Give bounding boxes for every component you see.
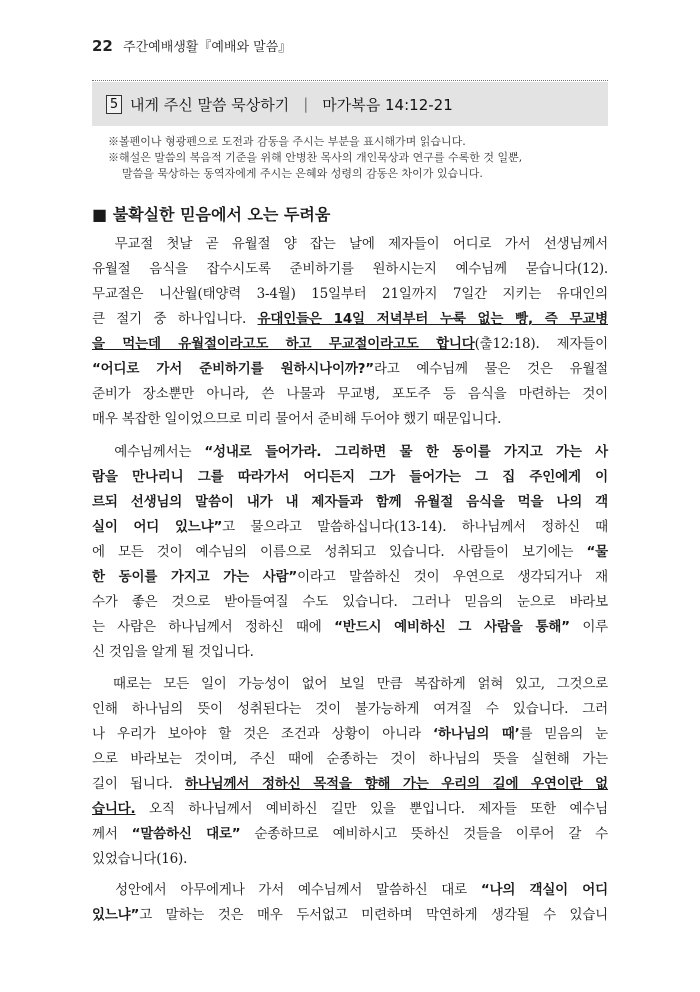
emphasis-text: 르되 선생님의 말씀이 내가 내 제자들과 함께 유월절 음식을 먹을 나의 객: [92, 494, 608, 510]
text-line: [92, 640, 608, 665]
text-line: [92, 540, 608, 565]
text-segment: 라고 예수님께 물은 것은 유월절: [373, 361, 608, 377]
text-segment: (출12:18). 제자들이: [474, 336, 608, 352]
text-line: [92, 797, 608, 822]
text-segment: 인해 하나님의 뜻이 성취된다는 것이 불가능하게 여겨질 수 있습니다. 그러: [92, 701, 608, 717]
body-paragraph: [92, 440, 608, 665]
body-paragraph: [92, 878, 608, 928]
text-line: [92, 515, 608, 540]
text-segment: 예수님께서는: [92, 444, 205, 460]
section-heading: ■ 불확실한 믿음에서 오는 두려움: [92, 205, 331, 224]
text-segment: 고 물으라고 말씀하십니다(13-14). 하나님께서 정하신 때: [222, 519, 608, 535]
text-line: [92, 722, 608, 747]
note-line: 말씀을 묵상하는 동역자에게 주시는 은혜와 성령의 감동은 차이가 있습니다.: [122, 167, 483, 180]
body-paragraph: [92, 672, 608, 872]
emphasis-text: 을 먹는데 유월절이라고도 하고 무교절이라고도 합니다: [92, 336, 475, 352]
lesson-number-box: 5: [106, 95, 122, 114]
body-paragraph: [92, 232, 608, 432]
text-segment: 오직 하나님께서 예비하신 길만 있을 뿐입니다. 제자들 또한 예수님: [135, 801, 608, 817]
emphasis-text: “말씀하신 대로”: [131, 826, 241, 842]
text-segment: 무교절은 니산월(태양력 3-4월) 15일부터 21일까지 7일간 지키는 유대인의: [92, 286, 608, 302]
text-segment: 큰 절기 중 하나입니다.: [92, 311, 258, 327]
text-segment: 무교절 첫날 곧 유월절 양 잡는 날에 제자들이 어디로 가서 선생님께서: [92, 236, 608, 252]
text-line: [92, 747, 608, 772]
emphasis-text: 람을 만나리니 그를 따라가서 어디든지 그가 들어가는 그 집 주인에게 이: [92, 469, 608, 485]
text-segment: 에 모든 것이 예수님의 이름으로 성취되고 있습니다. 사람들이 보기에는: [92, 544, 587, 560]
text-line: [92, 903, 608, 928]
text-line: [92, 822, 608, 847]
text-segment: 나 우리가 보아야 할 것은 조건과 상황이 아니라: [92, 726, 433, 742]
publication-title: 주간예배생활『예배와 말씀』: [123, 40, 292, 55]
emphasis-text: “나의 객실이 어디: [480, 882, 608, 898]
text-segment: 이루: [569, 619, 609, 635]
text-line: [92, 382, 608, 407]
text-segment: 수가 좋은 것으로 받아들여질 수도 있습니다. 그러나 믿음의 눈으로 바라보: [92, 594, 608, 610]
emphasis-text: “성내로 들어가라. 그리하면 물 한 동이를 가지고 가는 사: [204, 444, 608, 460]
text-line: [92, 672, 608, 697]
dotted-divider: [92, 80, 608, 81]
text-line: [92, 465, 608, 490]
reading-notes: [108, 134, 608, 182]
emphasis-text: “물: [586, 544, 608, 560]
text-line: [92, 282, 608, 307]
text-segment: 매우 복잡한 일이었으므로 미리 물어서 준비해 두어야 했기 때문입니다.: [92, 411, 502, 427]
text-line: [92, 772, 608, 797]
text-line: [92, 490, 608, 515]
page-header: [92, 36, 291, 55]
text-line: [92, 357, 608, 382]
text-line: [92, 307, 608, 332]
title-separator: |: [303, 95, 309, 113]
text-line: [92, 697, 608, 722]
text-line: [92, 847, 608, 872]
text-line: [92, 407, 608, 432]
text-segment: 길이 됩니다.: [92, 776, 185, 792]
emphasis-text: 습니다.: [92, 801, 136, 817]
text-segment: 성안에서 아무에게나 가서 예수님께서 말씀하신 대로: [92, 882, 481, 898]
text-line: [92, 440, 608, 465]
text-segment: 를 믿음의 눈: [519, 726, 608, 742]
text-line: [92, 232, 608, 257]
text-line: [92, 590, 608, 615]
text-line: [92, 878, 608, 903]
text-segment: 으로 바라보는 것이며, 주신 때에 순종하는 것이 하나님의 뜻을 실현해 가는: [92, 751, 608, 767]
scripture-reference: 마가복음 14:12-21: [322, 95, 453, 114]
text-segment: 이라고 말씀하신 것이 우연으로 생각되거나 재: [297, 569, 608, 585]
lesson-title-bar: [92, 82, 608, 126]
text-line: [92, 565, 608, 590]
emphasis-text: “반드시 예비하신 그 사람을 통해”: [334, 619, 570, 635]
text-segment: 때로는 모든 일이 가능성이 없어 보일 만큼 복잡하게 얽혀 있고, 그것으로: [92, 676, 608, 692]
lesson-title: 내게 주신 말씀 묵상하기: [130, 95, 290, 114]
emphasis-text: ‘하나님의 때’: [432, 726, 520, 742]
text-line: [92, 615, 608, 640]
text-segment: 는 사람은 하나님께서 정하신 때에: [92, 619, 335, 635]
text-line: [92, 257, 608, 282]
text-segment: 유월절 음식을 잡수시도록 준비하기를 원하시는지 예수님께 묻습니다(12).: [92, 261, 608, 277]
emphasis-text: 실이 어디 있느냐”: [92, 519, 223, 535]
text-segment: 준비가 장소뿐만 아니라, 쓴 나물과 무교병, 포도주 등 음식을 마련하는 것이: [92, 386, 608, 402]
text-segment: 고 말하는 것은 매우 두서없고 미련하며 막연하게 생각될 수 있습니: [139, 907, 608, 923]
page-number: 22: [92, 37, 113, 55]
emphasis-text: 유대인들은 14일 저녁부터 누룩 없는 빵, 즉 무교병: [257, 311, 608, 327]
note-line: ※볼펜이나 형광펜으로 도전과 감동을 주시는 부분을 표시해가며 읽습니다.: [108, 135, 466, 148]
note-line: ※해설은 말씀의 복음적 기준을 위해 안병찬 목사의 개인묵상과 연구를 수록한 것 일뿐,: [108, 151, 523, 164]
emphasis-text: 있느냐”: [92, 907, 140, 923]
text-segment: 신 것임을 알게 될 것입니다.: [92, 644, 254, 660]
emphasis-text: “어디로 가서 준비하기를 원하시나이까?”: [92, 361, 374, 377]
emphasis-text: 한 동이를 가지고 가는 사람”: [92, 569, 298, 585]
text-segment: 께서: [92, 826, 132, 842]
text-segment: 있었습니다(16).: [92, 851, 188, 867]
emphasis-text: 하나님께서 정하신 목적을 향해 가는 우리의 길에 우연이란 없: [184, 776, 608, 792]
text-segment: 순종하므로 예비하시고 뜻하신 것들을 이루어 갈 수: [240, 826, 608, 842]
text-line: [92, 332, 608, 357]
